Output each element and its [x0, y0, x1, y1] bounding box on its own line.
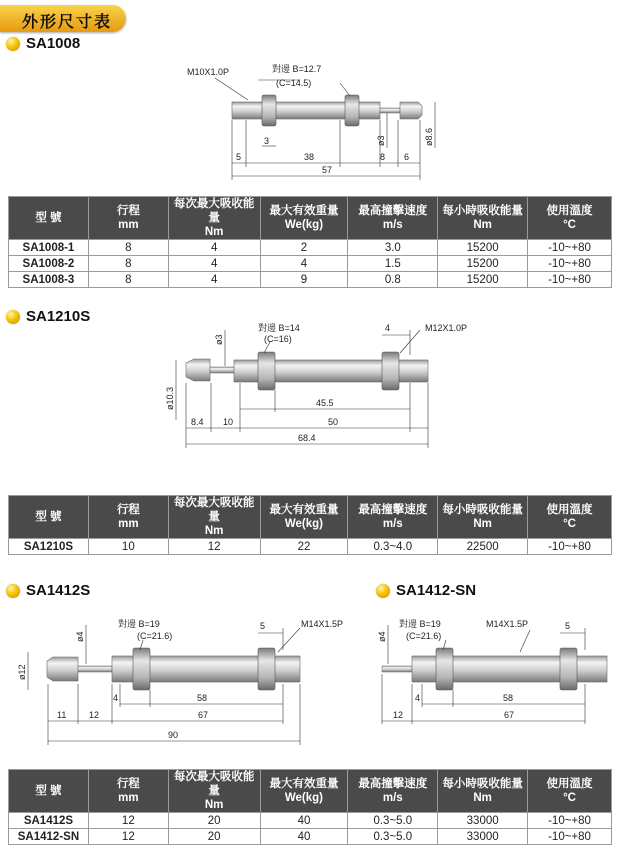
- model-cell: SA1008-3: [9, 272, 89, 288]
- sa1412s-drawing: [17, 618, 343, 745]
- value-cell: 33000: [438, 813, 528, 829]
- dim-wrench: 對邊 B=12.7: [272, 64, 322, 74]
- column-header: 每次最大吸收能量 Nm: [168, 197, 260, 240]
- dim-phi4: ø4: [377, 631, 387, 642]
- dim-phi12: ø12: [17, 664, 27, 680]
- column-header: 最大有效重量 We(kg): [260, 770, 348, 813]
- column-header: 最大有效重量 We(kg): [260, 496, 348, 539]
- dim-thread: M14X1.5P: [486, 619, 529, 629]
- dim-58: 58: [503, 693, 514, 703]
- value-cell: -10~+80: [528, 240, 612, 256]
- value-cell: 22500: [438, 539, 528, 555]
- value-cell: 4: [168, 256, 260, 272]
- dim-phi103: ø10.3: [165, 386, 175, 410]
- column-header: 使用溫度 °C: [528, 770, 612, 813]
- table-row: [9, 272, 612, 288]
- column-header: 型 號: [9, 496, 89, 539]
- model-heading-sa1412sn: [376, 582, 476, 599]
- value-cell: 8: [88, 272, 168, 288]
- value-cell: 12: [88, 829, 168, 845]
- value-cell: 3.0: [348, 240, 438, 256]
- value-cell: -10~+80: [528, 539, 612, 555]
- model-heading-sa1412s: [6, 582, 90, 599]
- dim-wrench: 對邊 B=14: [258, 323, 300, 333]
- table-row: [9, 539, 612, 555]
- column-header: 每次最大吸收能量 Nm: [168, 770, 260, 813]
- dim-corner: (C=14.5): [276, 78, 312, 88]
- dim-455: 45.5: [316, 398, 334, 408]
- bullet-icon: [6, 584, 20, 598]
- dim-12: 12: [89, 710, 100, 720]
- dim-phi3: ø3: [376, 135, 386, 146]
- value-cell: 15200: [438, 240, 528, 256]
- value-cell: 0.3~5.0: [348, 829, 438, 845]
- dim-3: 3: [264, 136, 270, 146]
- value-cell: 40: [260, 829, 348, 845]
- value-cell: 4: [168, 272, 260, 288]
- model-name: SA1210S: [26, 308, 91, 325]
- value-cell: 0.3~4.0: [348, 539, 438, 555]
- model-name: SA1412S: [26, 582, 91, 599]
- table-header: [9, 496, 612, 539]
- sa1210s-drawing: [165, 322, 467, 448]
- table-row: [9, 813, 612, 829]
- value-cell: -10~+80: [528, 829, 612, 845]
- spec-table-sa1008: [8, 196, 612, 288]
- dim-phi4: ø4: [75, 631, 85, 642]
- dim-corner: (C=16): [264, 334, 292, 344]
- dim-wrench: 對邊 B=19: [399, 619, 441, 629]
- dim-4: 4: [113, 693, 119, 703]
- column-header: 最大有效重量 We(kg): [260, 197, 348, 240]
- dim-5: 5: [260, 621, 266, 631]
- column-header: 最高撞擊速度 m/s: [348, 496, 438, 539]
- sa1008-drawing: [187, 63, 435, 180]
- dim-4: 4: [415, 693, 421, 703]
- value-cell: 15200: [438, 272, 528, 288]
- dim-corner: (C=21.6): [137, 631, 173, 641]
- dim-38: 38: [304, 152, 315, 162]
- dim-84: 8.4: [191, 417, 204, 427]
- dim-phi86: ø8.6: [424, 127, 434, 146]
- dim-8: 8: [380, 152, 386, 162]
- model-name: SA1412-SN: [396, 582, 477, 599]
- value-cell: 12: [88, 813, 168, 829]
- column-header: 使用溫度 °C: [528, 496, 612, 539]
- table-row: [9, 829, 612, 845]
- dim-corner: (C=21.6): [406, 631, 442, 641]
- dim-6: 6: [404, 152, 410, 162]
- value-cell: 33000: [438, 829, 528, 845]
- dim-10: 10: [223, 417, 234, 427]
- table-row: [9, 256, 612, 272]
- spec-table-sa1210s: [8, 495, 612, 555]
- dim-11: 11: [57, 710, 67, 720]
- column-header: 每小時吸收能量 Nm: [438, 197, 528, 240]
- value-cell: -10~+80: [528, 256, 612, 272]
- table-body: [9, 539, 612, 555]
- column-header: 最高撞擊速度 m/s: [348, 197, 438, 240]
- dim-wrench: 對邊 B=19: [118, 619, 160, 629]
- dim-58: 58: [197, 693, 208, 703]
- dim-thread: M10X1.0P: [187, 67, 230, 77]
- value-cell: 20: [168, 813, 260, 829]
- value-cell: 1.5: [348, 256, 438, 272]
- value-cell: 8: [88, 256, 168, 272]
- value-cell: 9: [260, 272, 348, 288]
- column-header: 每次最大吸收能量 Nm: [168, 496, 260, 539]
- dim-thread: M14X1.5P: [301, 619, 344, 629]
- column-header: 每小時吸收能量 Nm: [438, 496, 528, 539]
- sa1412sn-drawing: [377, 618, 607, 724]
- table-header: [9, 770, 612, 813]
- value-cell: 0.3~5.0: [348, 813, 438, 829]
- table-body: [9, 240, 612, 288]
- dim-5: 5: [236, 152, 242, 162]
- dim-thread: M12X1.0P: [425, 323, 468, 333]
- table-row: [9, 240, 612, 256]
- table-body: [9, 813, 612, 845]
- dim-90: 90: [168, 730, 179, 740]
- dim-57: 57: [322, 165, 333, 175]
- model-cell: SA1008-2: [9, 256, 89, 272]
- column-header: 行程 mm: [88, 197, 168, 240]
- model-name: SA1008: [26, 35, 81, 52]
- value-cell: -10~+80: [528, 813, 612, 829]
- column-header: 型 號: [9, 197, 89, 240]
- column-header: 使用溫度 °C: [528, 197, 612, 240]
- dim-67: 67: [198, 710, 209, 720]
- column-header: 最高撞擊速度 m/s: [348, 770, 438, 813]
- section-title: 外形尺寸表: [22, 12, 113, 31]
- dim-67: 67: [504, 710, 515, 720]
- value-cell: 4: [168, 240, 260, 256]
- dim-50: 50: [328, 417, 339, 427]
- value-cell: 2: [260, 240, 348, 256]
- column-header: 行程 mm: [88, 496, 168, 539]
- table-header: [9, 197, 612, 240]
- value-cell: 22: [260, 539, 348, 555]
- column-header: 每小時吸收能量 Nm: [438, 770, 528, 813]
- value-cell: 40: [260, 813, 348, 829]
- dim-12: 12: [393, 710, 404, 720]
- model-cell: SA1412S: [9, 813, 89, 829]
- value-cell: 15200: [438, 256, 528, 272]
- bullet-icon: [376, 584, 390, 598]
- bullet-icon: [6, 310, 20, 324]
- value-cell: -10~+80: [528, 272, 612, 288]
- dim-4: 4: [385, 323, 391, 333]
- model-cell: SA1210S: [9, 539, 89, 555]
- model-cell: SA1412-SN: [9, 829, 89, 845]
- dim-5: 5: [565, 621, 571, 631]
- value-cell: 0.8: [348, 272, 438, 288]
- value-cell: 20: [168, 829, 260, 845]
- dim-phi3: ø3: [214, 334, 224, 345]
- model-cell: SA1008-1: [9, 240, 89, 256]
- value-cell: 10: [88, 539, 168, 555]
- value-cell: 8: [88, 240, 168, 256]
- value-cell: 4: [260, 256, 348, 272]
- value-cell: 12: [168, 539, 260, 555]
- model-heading-sa1210s: [6, 308, 90, 325]
- column-header: 型 號: [9, 770, 89, 813]
- dim-684: 68.4: [298, 433, 316, 443]
- column-header: 行程 mm: [88, 770, 168, 813]
